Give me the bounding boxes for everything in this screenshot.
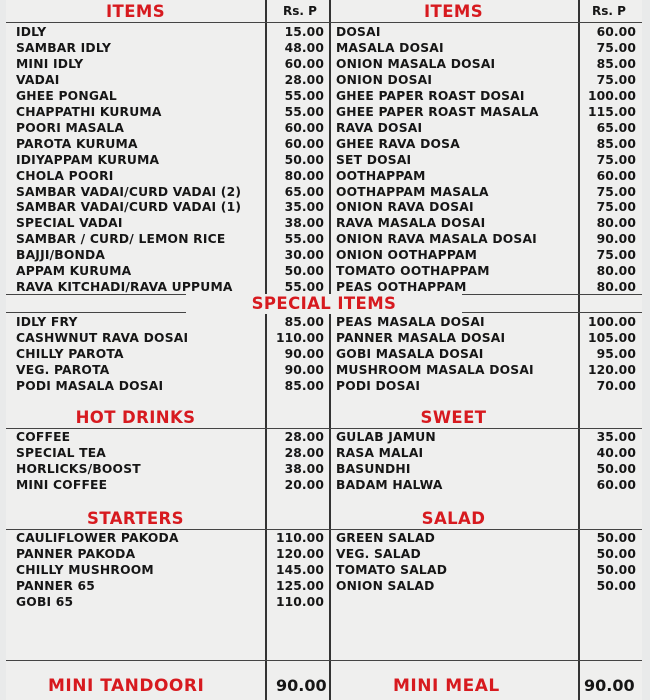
menu-item-name: MINI COFFEE	[16, 477, 108, 492]
menu-item-name: MINI IDLY	[16, 56, 84, 71]
row-divider	[6, 22, 642, 23]
menu-item-price: 50.00	[596, 531, 636, 545]
menu-item-name: MUSHROOM MASALA DOSAI	[336, 362, 534, 377]
menu-item-price: 50.00	[596, 461, 636, 476]
menu-item-name: SPECIAL TEA	[16, 445, 107, 460]
menu-item-name: ONION SALAD	[336, 578, 435, 593]
menu-item-name: TOMATO OOTHAPPAM	[336, 264, 490, 279]
menu-item-name: GOBI 65	[16, 594, 74, 609]
menu-item-name: DOSAI	[336, 25, 381, 39]
menu-item-price: 38.00	[284, 461, 324, 476]
menu-item-name: OOTHAPPAM MASALA	[336, 184, 489, 199]
menu-item-name: ONION RAVA MASALA DOSAI	[336, 232, 537, 247]
menu-item-name: VADAI	[16, 72, 60, 87]
row-divider	[6, 428, 642, 429]
menu-item-price: 110.00	[275, 594, 324, 609]
menu-item-name: GHEE PONGAL	[16, 88, 117, 103]
menu-item-price: 50.00	[284, 264, 324, 279]
menu-item-price: 15.00	[284, 25, 324, 39]
menu-item-name: IDLY	[16, 25, 47, 39]
footer-price-left: 90.00	[276, 676, 327, 695]
menu-item-name: BAJJI/BONDA	[16, 248, 106, 263]
menu-item-price: 110.00	[275, 531, 324, 545]
menu-item-price: 38.00	[284, 216, 324, 231]
menu-item-name: BASUNDHI	[336, 461, 411, 476]
menu-item-name: PEAS MASALA DOSAI	[336, 315, 485, 329]
menu-item-price: 50.00	[284, 152, 324, 167]
menu-item-price: 65.00	[284, 184, 324, 199]
menu-item-price: 60.00	[596, 25, 636, 39]
menu-item-name: OOTHAPPAM	[336, 168, 426, 183]
section-title-items-right: ITEMS	[424, 2, 483, 21]
menu-item-name: PANNER PAKODA	[16, 546, 136, 561]
menu-item-price: 70.00	[596, 378, 636, 393]
menu-item-name: CHAPPATHI KURUMA	[16, 104, 162, 119]
menu-item-price: 100.00	[587, 315, 636, 329]
menu-item-name: IDLY FRY	[16, 315, 78, 329]
menu-item-price: 105.00	[587, 330, 636, 345]
menu-item-price: 60.00	[284, 136, 324, 151]
menu-item-name: ONION OOTHAPPAM	[336, 248, 478, 263]
menu-item-price: 110.00	[275, 330, 324, 345]
menu-item-name: SET DOSAI	[336, 152, 412, 167]
section-title-special-items: SPECIAL ITEMS	[186, 294, 462, 314]
menu-item-name: SAMBAR VADAI/CURD VADAI (1)	[16, 200, 242, 215]
menu-item-price: 120.00	[275, 546, 324, 561]
menu-item-name: PANNER 65	[16, 578, 96, 593]
menu-item-price: 75.00	[596, 248, 636, 263]
menu-item-name: PODI DOSAI	[336, 378, 421, 393]
menu-item-price: 55.00	[284, 232, 324, 247]
menu-item-price: 28.00	[284, 445, 324, 460]
menu-item-name: GHEE PAPER ROAST MASALA	[336, 104, 539, 119]
column-divider	[329, 0, 331, 700]
menu-item-price: 95.00	[596, 346, 636, 361]
menu-item-price: 75.00	[596, 200, 636, 215]
menu-item-price: 60.00	[284, 56, 324, 71]
menu-item-name: CASHWNUT RAVA DOSAI	[16, 330, 189, 345]
menu-item-price: 90.00	[596, 232, 636, 247]
menu-item-price: 85.00	[284, 378, 324, 393]
menu-board	[6, 0, 642, 700]
menu-item-price: 80.00	[284, 168, 324, 183]
menu-item-price: 115.00	[587, 104, 636, 119]
footer-price-right: 90.00	[584, 676, 635, 695]
menu-item-price: 80.00	[596, 280, 636, 295]
menu-item-price: 65.00	[596, 120, 636, 135]
menu-item-name: SPECIAL VADAI	[16, 216, 123, 231]
row-divider	[6, 660, 642, 661]
menu-item-price: 60.00	[284, 120, 324, 135]
menu-item-name: VEG. PAROTA	[16, 362, 110, 377]
menu-item-name: POORI MASALA	[16, 120, 125, 135]
menu-item-name: CAULIFLOWER PAKODA	[16, 531, 179, 545]
menu-item-name: GHEE PAPER ROAST DOSAI	[336, 88, 525, 103]
section-title-starters: STARTERS	[87, 509, 184, 528]
menu-item-name: PEAS OOTHAPPAM	[336, 280, 467, 295]
menu-item-name: ONION RAVA DOSAI	[336, 200, 474, 215]
menu-item-price: 75.00	[596, 40, 636, 55]
menu-item-price: 28.00	[284, 430, 324, 444]
menu-item-price: 55.00	[284, 88, 324, 103]
menu-item-price: 100.00	[587, 88, 636, 103]
menu-item-name: GREEN SALAD	[336, 531, 436, 545]
section-title-hot-drinks: HOT DRINKS	[75, 408, 196, 427]
menu-item-price: 80.00	[596, 216, 636, 231]
menu-item-price: 85.00	[284, 315, 324, 329]
menu-item-name: GOBI MASALA DOSAI	[336, 346, 484, 361]
menu-item-price: 90.00	[284, 346, 324, 361]
menu-item-price: 50.00	[596, 562, 636, 577]
menu-item-name: BADAM HALWA	[336, 477, 443, 492]
menu-item-price: 35.00	[596, 430, 636, 444]
menu-item-price: 85.00	[596, 136, 636, 151]
menu-item-price: 55.00	[284, 280, 324, 295]
column-divider	[265, 0, 267, 700]
menu-item-name: RAVA MASALA DOSAI	[336, 216, 486, 231]
menu-item-price: 20.00	[284, 477, 324, 492]
menu-item-name: VEG. SALAD	[336, 546, 421, 561]
menu-item-price: 30.00	[284, 248, 324, 263]
menu-item-price: 80.00	[596, 264, 636, 279]
menu-item-name: PODI MASALA DOSAI	[16, 378, 164, 393]
menu-item-name: SAMBAR VADAI/CURD VADAI (2)	[16, 184, 242, 199]
menu-item-name: GHEE RAVA DOSA	[336, 136, 460, 151]
price-column-header-right: Rs. P	[592, 4, 626, 18]
menu-item-price: 85.00	[596, 56, 636, 71]
menu-item-price: 48.00	[284, 40, 324, 55]
menu-item-price: 35.00	[284, 200, 324, 215]
menu-item-price: 50.00	[596, 546, 636, 561]
menu-item-price: 75.00	[596, 152, 636, 167]
footer-item-right: MINI MEAL	[393, 676, 500, 696]
menu-item-name: ONION DOSAI	[336, 72, 433, 87]
section-title-items-left: ITEMS	[106, 2, 165, 21]
menu-item-name: ONION MASALA DOSAI	[336, 56, 496, 71]
menu-item-price: 125.00	[275, 578, 324, 593]
menu-item-price: 60.00	[596, 168, 636, 183]
menu-item-name: SAMBAR IDLY	[16, 40, 112, 55]
menu-item-name: RAVA DOSAI	[336, 120, 423, 135]
menu-item-name: PAROTA KURUMA	[16, 136, 138, 151]
menu-item-name: SAMBAR / CURD/ LEMON RICE	[16, 232, 226, 247]
menu-item-name: TOMATO SALAD	[336, 562, 448, 577]
menu-item-price: 55.00	[284, 104, 324, 119]
menu-item-name: HORLICKS/BOOST	[16, 461, 141, 476]
menu-item-price: 145.00	[275, 562, 324, 577]
menu-item-name: IDIYAPPAM KURUMA	[16, 152, 160, 167]
menu-item-price: 75.00	[596, 72, 636, 87]
menu-item-price: 90.00	[284, 362, 324, 377]
menu-item-name: CHILLY MUSHROOM	[16, 562, 154, 577]
price-column-header-left: Rs. P	[283, 4, 317, 18]
section-title-sweet: SWEET	[420, 408, 487, 427]
menu-item-name: RAVA KITCHADI/RAVA UPPUMA	[16, 280, 233, 295]
menu-item-price: 40.00	[596, 445, 636, 460]
menu-item-name: APPAM KURUMA	[16, 264, 132, 279]
section-title-salad: SALAD	[421, 509, 486, 528]
menu-item-name: RASA MALAI	[336, 445, 424, 460]
menu-item-name: MASALA DOSAI	[336, 40, 444, 55]
menu-item-price: 120.00	[587, 362, 636, 377]
menu-item-name: GULAB JAMUN	[336, 430, 436, 444]
menu-item-price: 75.00	[596, 184, 636, 199]
menu-item-name: PANNER MASALA DOSAI	[336, 330, 506, 345]
menu-item-price: 60.00	[596, 477, 636, 492]
menu-item-price: 50.00	[596, 578, 636, 593]
menu-item-name: CHILLY PAROTA	[16, 346, 124, 361]
menu-item-name: COFFEE	[16, 430, 71, 444]
footer-item-left: MINI TANDOORI	[48, 676, 205, 696]
menu-item-price: 28.00	[284, 72, 324, 87]
menu-item-name: CHOLA POORI	[16, 168, 114, 183]
